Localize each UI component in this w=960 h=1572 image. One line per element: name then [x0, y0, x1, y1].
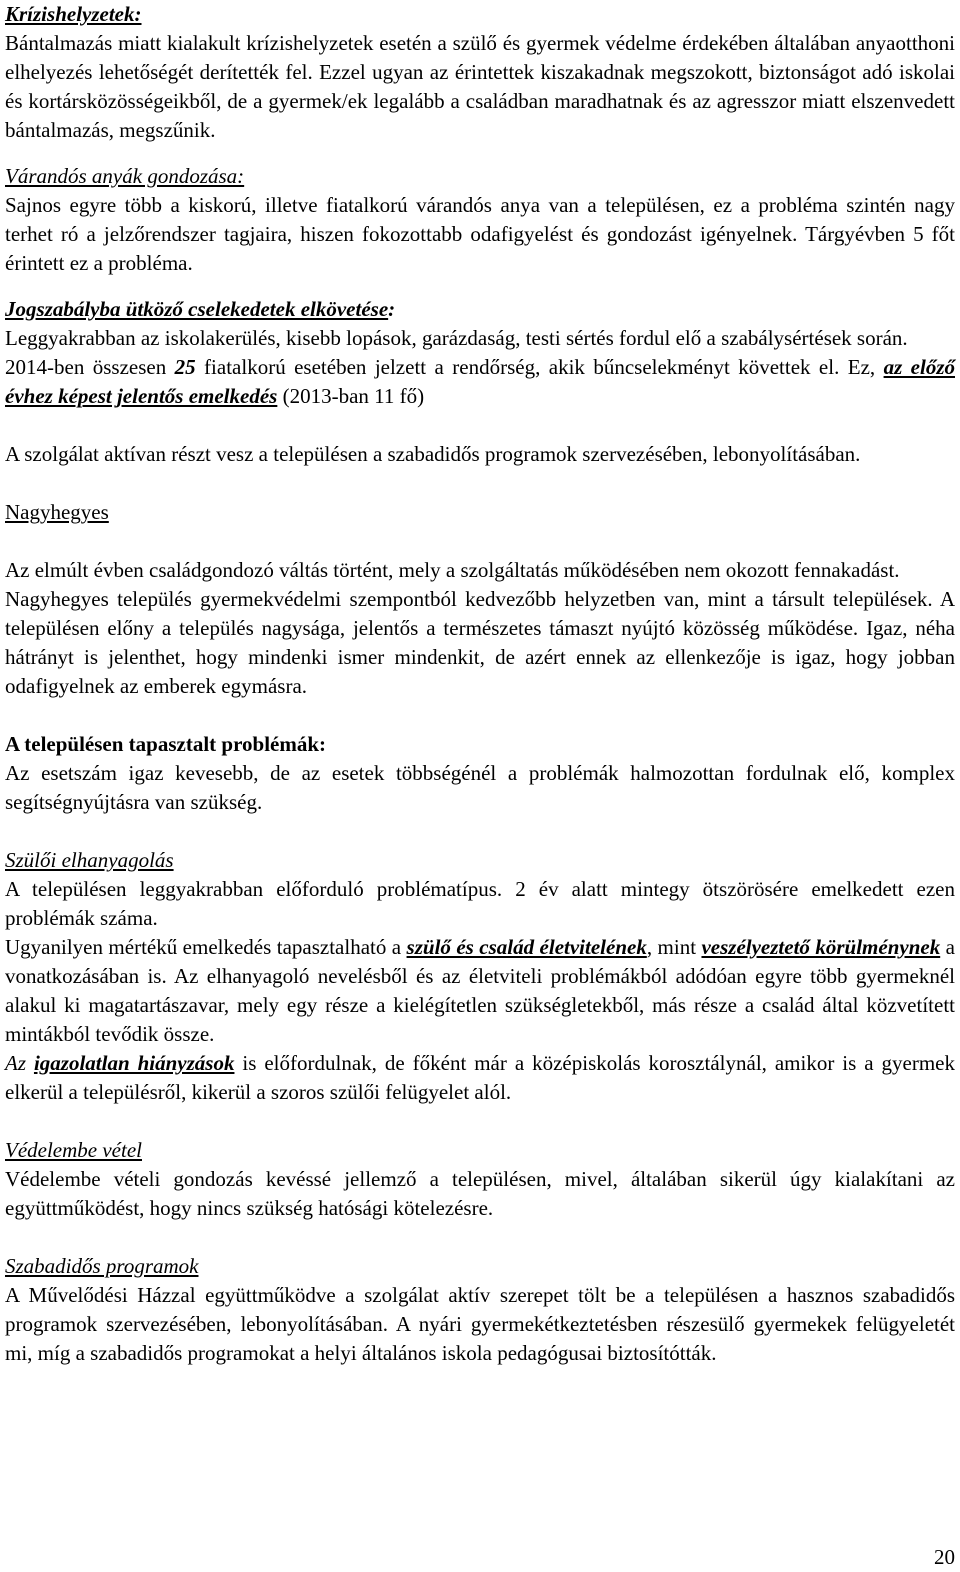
paragraph: Bántalmazás miatt kialakult krízishelyzetek esetén a szülő és gyermek védelme érdekében általában anyaotthoni elhelyezés lehetőségét derítették fel. Ezzel ugyan az érintettek kiszakadnak megszokott, biztonságot adó iskolai és kortársközösségeikből, de a gyermek/ek legalább a családban maradhatnak és az agresszor miatt elszenvedett bántalmazás, megszűnik.: [5, 31, 955, 142]
section-heading: Jogszabályba ütköző cselekedetek elkövetése:: [5, 297, 396, 321]
section-szabadidos-programok: [5, 1252, 955, 1368]
paragraph: Sajnos egyre több a kiskorú, illetve fiatalkorú várandós anya van a településen, ez a probléma szintén nagy terhet ró a jelzőrendszer tagjaira, hiszen fokozottabb odafigyelést és gondozást igényelnek. Tárgyévben 5 főt érintett ez a probléma.: [5, 193, 955, 275]
paragraph: 2014-ben összesen 25 fiatalkorú esetében jelzett a rendőrség, akik bűncselekményt követtek el. Ez, az előző évhez képest jelentős emelkedés (2013-ban 11 fő): [5, 355, 955, 408]
paragraph: Nagyhegyes település gyermekvédelmi szempontból kedvezőbb helyzetben van, mint a társult települések. A településen előny a település nagysága, jelentős a természetes támaszt nyújtó közösség működése. Igaz, néha hátrányt is jelenthet, hogy mindenki ismer mindenkit, de azért ennek az ellenkezője is igaz, hogy jobban odafigyelnek az emberek egymásra.: [5, 587, 955, 698]
paragraph: Az esetszám igaz kevesebb, de az esetek többségénél a problémák halmozottan fordulnak elő, komplex segítségnyújtásra van szükség.: [5, 761, 955, 814]
section-heading: Krízishelyzetek:: [5, 2, 142, 26]
emphasized-number: 25: [174, 355, 196, 379]
page-number: 20: [934, 1545, 955, 1569]
section-heading: Várandós anyák gondozása:: [5, 164, 245, 188]
paragraph: A Művelődési Házzal együttműködve a szolgálat aktív szerepet tölt be a településen a hasznos szabadidős programok szervezésében, lebonyolításában. A nyári gyermekétkeztetésben részesülő gyermekek felügyeletét mi, míg a szabadidős programokat a helyi általános iskola pedagógusai biztosítótták.: [5, 1283, 955, 1365]
section-heading: Szülői elhanyagolás: [5, 848, 174, 872]
paragraph: Az elmúlt évben családgondozó váltás történt, mely a szolgáltatás működésében nem okozott fennakadást.: [5, 558, 900, 582]
paragraph: Védelembe vételi gondozás kevéssé jellemző a településen, mivel, általában sikerül úgy kialakítani az együttműködést, hogy nincs szükség hatósági kötelezésre.: [5, 1167, 955, 1220]
section-heading: Védelembe vétel: [5, 1138, 142, 1162]
section-problemak: [5, 730, 955, 817]
emphasized-text: az előző évhez képest jelentős emelkedés: [5, 355, 955, 408]
paragraph: Leggyakrabban az iskolakerülés, kisebb lopások, garázdaság, testi sértés fordul elő a szabálysértések során.: [5, 326, 908, 350]
paragraph: Az igazolatlan hiányzások is előfordulnak, de főként már a középiskolás korosztálynál, amikor is a gyermek elkerül a településről, kikerül a szoros szülői felügyelet alól.: [5, 1051, 955, 1104]
section-heading: Nagyhegyes: [5, 500, 109, 524]
section-szuloi-elhanyagolas: [5, 846, 955, 1107]
section-heading: Szabadidős programok: [5, 1254, 199, 1278]
section-krizishelyzetek: [5, 0, 955, 145]
emphasized-text: szülő és család életvitelének: [406, 935, 647, 959]
section-nagyhegyes: [5, 498, 955, 701]
section-heading: A településen tapasztalt problémák:: [5, 732, 327, 756]
section-jogszabaly: [5, 295, 955, 469]
paragraph: A szolgálat aktívan részt vesz a településen a szabadidős programok szervezésében, lebonyolításában.: [5, 442, 861, 466]
section-varandos-anyak: [5, 162, 955, 278]
paragraph: A településen leggyakrabban előforduló problématípus. 2 év alatt mintegy ötszörösére emelkedett ezen problémák száma.: [5, 877, 955, 930]
document-page: [5, 0, 955, 1368]
emphasized-text: igazolatlan hiányzások: [33, 1051, 235, 1075]
emphasized-text: veszélyeztető körülménynek: [701, 935, 941, 959]
section-vedelembe-vetel: [5, 1136, 955, 1223]
paragraph: Ugyanilyen mértékű emelkedés tapasztalható a szülő és család életvitelének, mint veszélyeztető körülménynek a vonatkozásában is. Az elhanyagoló nevelésből és az életviteli problémákból adódóan egyre több gyermeknél alakul ki magatartászavar, mely egy része a kielégítetlen szükségletekből, más része a család által közvetített mintákból tevődik össze.: [5, 935, 955, 1046]
